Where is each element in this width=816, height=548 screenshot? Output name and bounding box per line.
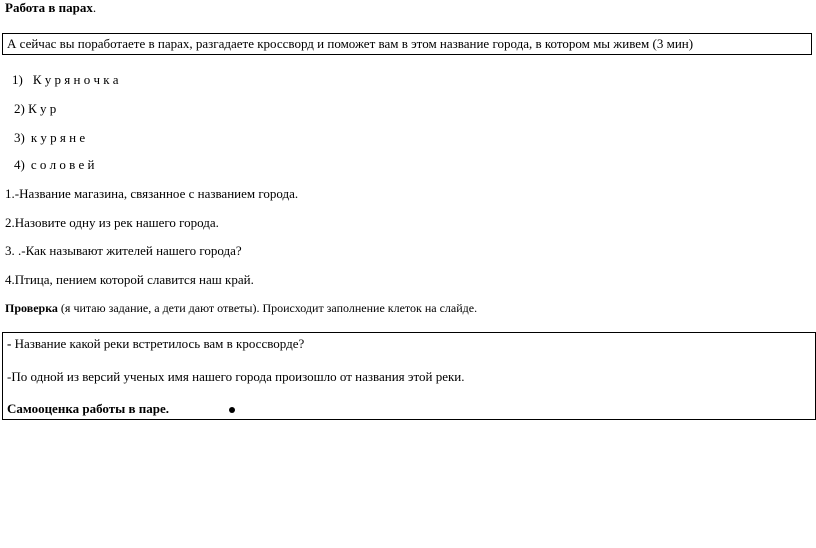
crossword-num: 3) <box>14 130 25 145</box>
discussion-box <box>2 332 816 420</box>
discussion-fact: -По одной из версий ученых имя нашего города произошло от названия этой реки. <box>7 369 465 384</box>
question-3: 3. .-Как называют жителей нашего города? <box>5 243 242 258</box>
crossword-word: К у р <box>28 101 57 116</box>
crossword-num: 2) <box>14 101 25 116</box>
bullet-icon <box>229 407 235 413</box>
crossword-word: с о л о в е й <box>30 157 95 172</box>
crossword-num: 1) <box>12 72 23 87</box>
check-line <box>5 300 477 316</box>
title-tail: . <box>92 0 97 15</box>
crossword-word: К у р я н о ч к а <box>32 72 119 87</box>
question-4: 4.Птица, пением которой славится наш край. <box>5 272 254 287</box>
crossword-num: 4) <box>14 157 25 172</box>
question-text: Название какой реки встретилось вам в кроссворде? <box>11 336 305 351</box>
check-rest: (я читаю задание, а дети дают ответы). Происходит заполнение клеток на слайде. <box>57 301 478 315</box>
discussion-question <box>7 336 304 352</box>
question-dash: - <box>7 336 12 351</box>
title-bold: Работа в парах <box>5 0 93 15</box>
crossword-word: к у р я н е <box>30 130 86 145</box>
question-2: 2.Назовите одну из рек нашего города. <box>5 215 219 230</box>
page-title <box>5 0 96 16</box>
intro-box <box>2 33 812 55</box>
intro-text: А сейчас вы поработаете в парах, разгадаете кроссворд и поможет вам в этом название города, в котором мы живем (3 мин) <box>7 36 694 51</box>
check-bold: Проверка <box>5 301 58 315</box>
self-eval: Самооценка работы в паре. <box>7 401 170 416</box>
crossword-item <box>14 157 94 173</box>
crossword-item <box>14 101 56 117</box>
crossword-item <box>12 72 119 88</box>
question-1: 1.-Название магазина, связанное с названием города. <box>5 186 299 201</box>
crossword-item <box>14 130 85 146</box>
